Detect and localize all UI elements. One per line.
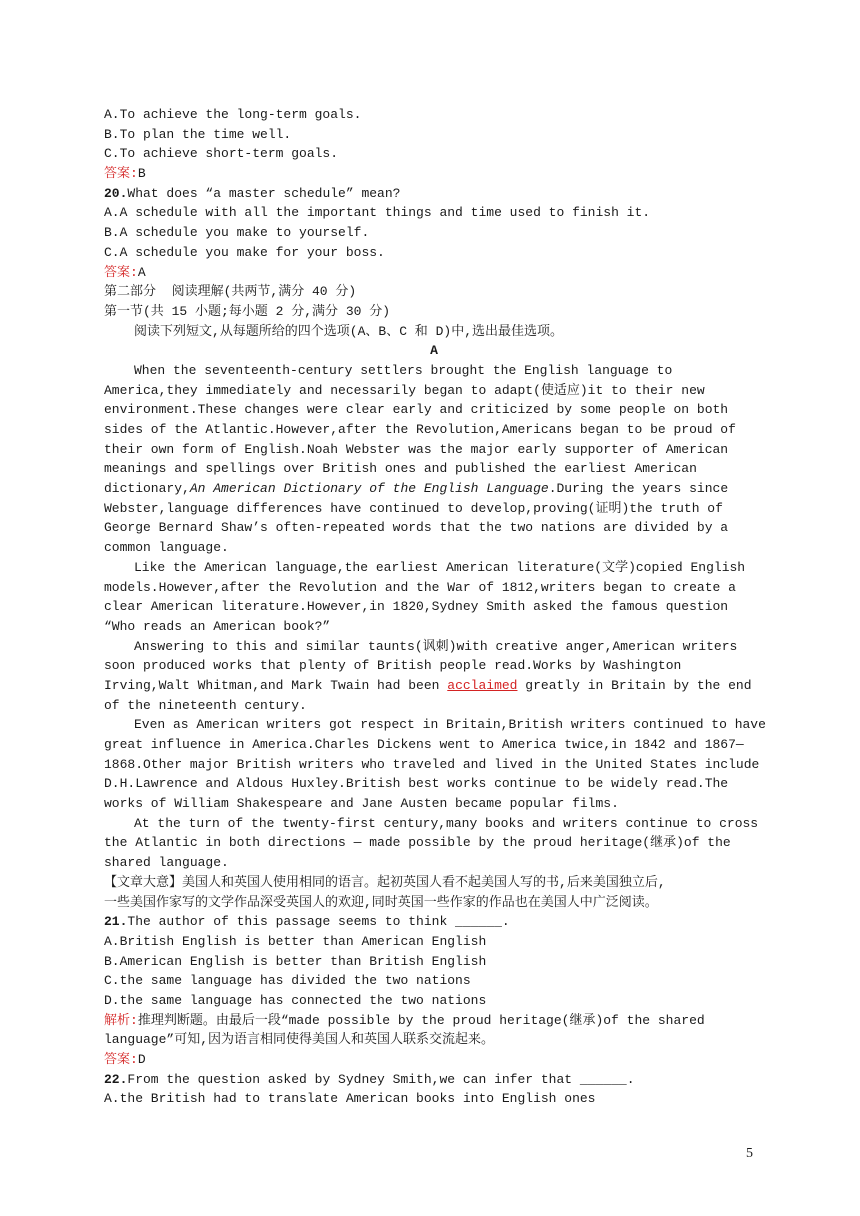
passage-line: Even as American writers got respect in Britain,British writers continued to have bbox=[134, 717, 766, 733]
question-text: What does “a master schedule” mean? bbox=[127, 185, 401, 201]
instructions: 阅读下列短文,从每题所给的四个选项(A、B、C 和 D)中,选出最佳选项。 bbox=[134, 323, 564, 339]
q21-question bbox=[104, 912, 764, 932]
summary-line bbox=[104, 873, 764, 893]
passage-line: great influence in America.Charles Dickens went to America twice,in 1842 and 1867— bbox=[104, 737, 744, 752]
q20-option-c: C.A schedule you make for your boss. bbox=[104, 244, 385, 260]
question-number: 22. bbox=[104, 1071, 128, 1087]
text-span: dictionary, bbox=[104, 481, 190, 497]
q21-option-c: C.the same language has divided the two nations bbox=[104, 973, 471, 989]
passage-line: America,they immediately and necessarily began to adapt(使适应)it to their new bbox=[104, 382, 705, 398]
q19-answer bbox=[104, 164, 764, 184]
answer-value: D bbox=[137, 1052, 146, 1067]
q21-analysis-cont: language”可知,因为语言相同使得美国人和英国人联系交流起来。 bbox=[104, 1032, 495, 1048]
analysis-label: 解析: bbox=[104, 1012, 138, 1028]
summary-text: 美国人和英国人使用相同的语言。起初英国人看不起美国人写的书,后来美国独立后, bbox=[182, 874, 666, 890]
passage-label: A bbox=[430, 343, 438, 359]
q19-option-c: C.To achieve short-term goals. bbox=[104, 146, 339, 162]
passage-line: Like the American language,the earliest American literature(文学)copied English bbox=[134, 559, 746, 575]
passage-line: models.However,after the Revolution and the War of 1812,writers began to create a bbox=[104, 579, 736, 595]
q21-option-b: B.American English is better than British English bbox=[104, 953, 487, 969]
q21-answer bbox=[104, 1050, 764, 1070]
passage-line: common language. bbox=[104, 540, 229, 556]
section1-title: 第一节(共 15 小题;每小题 2 分,满分 30 分) bbox=[104, 303, 391, 319]
passage-line: environment.These changes were clear early and criticized by some people on both bbox=[104, 402, 729, 418]
q20-question bbox=[104, 184, 764, 204]
document-page bbox=[104, 105, 764, 1109]
dictionary-title: An American Dictionary of the English Language bbox=[189, 481, 549, 497]
passage-line: Answering to this and similar taunts(讽刺)with creative anger,American writers bbox=[134, 638, 738, 654]
question-text: The author of this passage seems to think ______. bbox=[127, 914, 510, 930]
q21-option-a: A.British English is better than American English bbox=[104, 933, 487, 949]
q19-option-b: B.To plan the time well. bbox=[104, 126, 292, 142]
text-span: Irving,Walt Whitman,and Mark Twain had been bbox=[104, 677, 448, 693]
summary-label: 【文章大意】 bbox=[104, 874, 183, 890]
answer-label: 答案: bbox=[104, 1052, 138, 1067]
q21-option-d: D.the same language has connected the two nations bbox=[104, 992, 487, 1008]
passage-line: D.H.Lawrence and Aldous Huxley.British best works continue to be widely read.The bbox=[104, 776, 729, 792]
summary-line: 一些美国作家写的文学作品深受英国人的欢迎,同时英国一些作家的作品也在美国人中广泛阅读。 bbox=[104, 894, 658, 910]
passage-line: meanings and spellings over British ones and published the earliest American bbox=[104, 461, 697, 477]
q22-question bbox=[104, 1070, 764, 1090]
answer-label: 答案: bbox=[104, 264, 138, 280]
passage-line bbox=[104, 676, 764, 696]
highlighted-word: acclaimed bbox=[447, 677, 518, 693]
passage-line bbox=[104, 479, 764, 499]
question-text: From the question asked by Sydney Smith,we can infer that ______. bbox=[127, 1071, 635, 1087]
passage-line: George Bernard Shaw’s often-repeated words that the two nations are divided by a bbox=[104, 520, 729, 536]
passage-line: When the seventeenth-century settlers brought the English language to bbox=[134, 362, 673, 378]
question-number: 21. bbox=[104, 914, 128, 930]
q22-option-a: A.the British had to translate American books into English ones bbox=[104, 1091, 596, 1107]
passage-line: works of William Shakespeare and Jane Austen became popular films. bbox=[104, 796, 619, 812]
part2-title: 第二部分 阅读理解(共两节,满分 40 分) bbox=[104, 284, 357, 300]
passage-line: sides of the Atlantic.However,after the Revolution,Americans began to be proud of bbox=[104, 422, 736, 437]
answer-label: 答案: bbox=[104, 166, 138, 182]
analysis-text: 推理判断题。由最后一段“made possible by the proud heritage(继承)of the shared bbox=[137, 1012, 705, 1028]
passage-line: shared language. bbox=[104, 855, 229, 871]
passage-line: “Who reads an American book?” bbox=[104, 618, 331, 634]
q20-option-a: A.A schedule with all the important things and time used to finish it. bbox=[104, 205, 651, 221]
q19-option-a: A.To achieve the long-term goals. bbox=[104, 107, 362, 122]
text-span: greatly in Britain by the end bbox=[517, 677, 752, 693]
answer-value: A bbox=[137, 264, 146, 280]
passage-line: At the turn of the twenty-first century,many books and writers continue to cross bbox=[134, 815, 759, 831]
passage-line: clear American literature.However,in 1820,Sydney Smith asked the famous question bbox=[104, 599, 729, 615]
q20-answer bbox=[104, 263, 764, 283]
text-span: .During the years since bbox=[548, 481, 729, 497]
answer-value: B bbox=[137, 166, 146, 182]
passage-line: the Atlantic in both directions — made possible by the proud heritage(继承)of the bbox=[104, 835, 731, 851]
passage-line: 1868.Other major British writers who traveled and lived in the United States include bbox=[104, 756, 760, 772]
q21-analysis bbox=[104, 1011, 764, 1031]
passage-line: their own form of English.Noah Webster was the major early supporter of American bbox=[104, 441, 729, 457]
passage-line: soon produced works that plenty of British people read.Works by Washington bbox=[104, 658, 682, 674]
passage-line: Webster,language differences have continued to develop,proving(证明)the truth of bbox=[104, 500, 723, 516]
q20-option-b: B.A schedule you make to yourself. bbox=[104, 225, 370, 241]
question-number: 20. bbox=[104, 185, 128, 201]
page-number: 5 bbox=[746, 1146, 753, 1161]
passage-line: of the nineteenth century. bbox=[104, 697, 307, 713]
